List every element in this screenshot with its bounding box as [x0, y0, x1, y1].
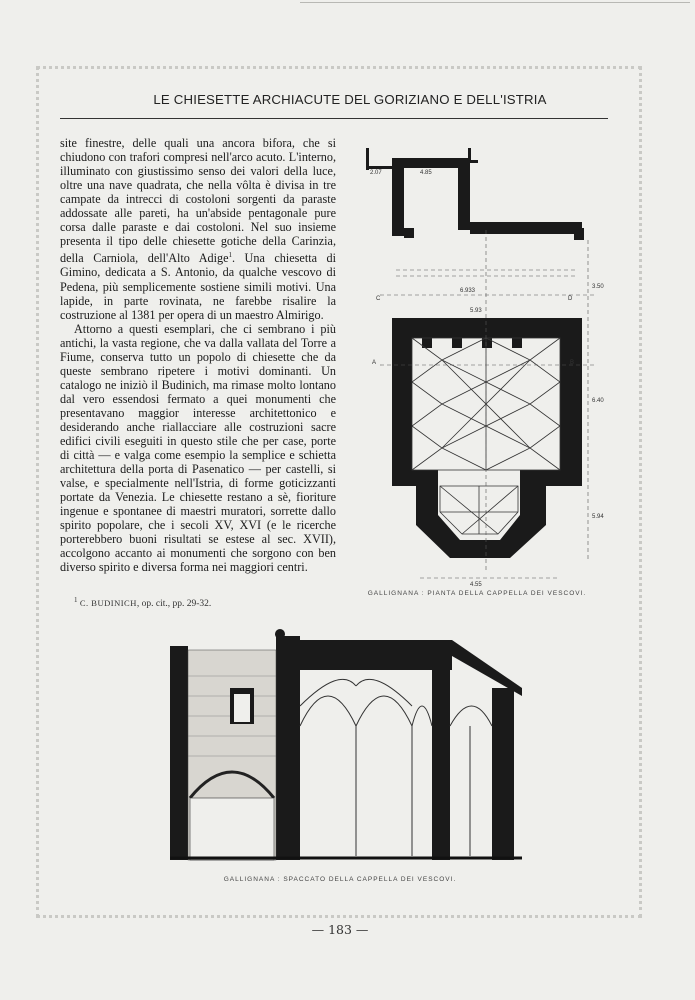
running-header: LE CHIESETTE ARCHIACUTE DEL GORIZIANO E DELL'ISTRIA	[153, 92, 547, 107]
plan-dim-right-top: 3.50	[592, 284, 604, 290]
top-edge-line	[300, 2, 690, 3]
plan-dim-top: 4.85	[420, 170, 432, 176]
plan-label-d: D	[568, 296, 573, 302]
body-text-column	[60, 136, 336, 575]
plan-dim-mid: 6.933	[460, 288, 476, 294]
plan-dim-right-mid: 6.40	[592, 398, 604, 404]
paragraph-1: site finestre, delle quali una ancora bifora, che si chiudono con trafori compresi nell'arco acuto. L'interno, illuminato con giustissimo senso dei valori della luce, oltre una nave quadrata, che nella vôlta è divisa in tre campate da intrecci di costoloni sorgenti da paraste addossate alle pareti, ha un'abside pentagonale pure corsa dalle paraste e dai costoloni. Nel suo insieme presenta il tipo delle chiesette gotiche della Carinzia, della Carniola, dell'Alto Adige$^1$. Una chiesetta di Gimino, dedicata a S. Antonio, da qualche vescovo di Pedena, più semplicemente sostiene simili motivi. Una lapide, in parte rovinata, ne farebbe risalire la costruzione al 1381 per opera di un maestro Almirigo.	[60, 136, 337, 322]
plan-caption: GALLIGNANA : PIANTA DELLA CAPPELLA DEI VESCOVI.	[367, 590, 587, 597]
plan-dim-mid2: 5.93	[470, 308, 482, 314]
plan-dim-bottom: 4.55	[470, 582, 482, 588]
plan-dim-top-left: 2.07	[370, 170, 382, 176]
plan-label-a: A	[372, 360, 377, 366]
section-figure	[160, 626, 530, 866]
plan-label-c: C	[376, 296, 381, 302]
footnote-marker: 1	[228, 251, 232, 260]
page-number: — 183 —	[311, 922, 369, 937]
header-rule	[60, 118, 608, 119]
plan-label-b: B	[570, 360, 575, 366]
floor-plan-figure	[360, 140, 610, 590]
section-caption: GALLIGNANA : SPACCATO DELLA CAPPELLA DEI VESCOVI.	[223, 876, 457, 883]
plan-dim-right-low: 5.94	[592, 514, 604, 520]
footnote: $^1$ C. BUDINICH, op. cit., pp. 29-32.	[74, 596, 212, 610]
paragraph-2: Attorno a questi esemplari, che ci sembrano i più antichi, la vasta regione, che va dalla vallata del Torre a Fiume, conserva tutto un popolo di chiesette che da queste sembrano ripetere i motivi dominanti. Un catalogo ne iniziò il Budinich, ma rimase molto lontano dal vero essendosi fermato a quei monumenti che presentavano maggior interesse architettonico e desiderando anche riallacciare alle costruzioni sacre edifici civili eseguiti in questo stile che per case, porte di città — e valga come esempio la semplice e schietta architettura della porta di Pasenatico — per castelli, si valse, e specialmente nell'Istria, di forme goticizzanti portate da Venezia. Le chiesette restano a sè, fioriture ingenue e spontanee di maestri muratori, sorrette dallo spirito popolare, che i secoli XV, XVI (e le ricerche porterebbero buoni risultati se estese al sec. XVII), accolgono accanto ai monumenti che sorgono con ben diverso spirito e diversa forma nei maggiori centri.	[60, 321, 336, 575]
